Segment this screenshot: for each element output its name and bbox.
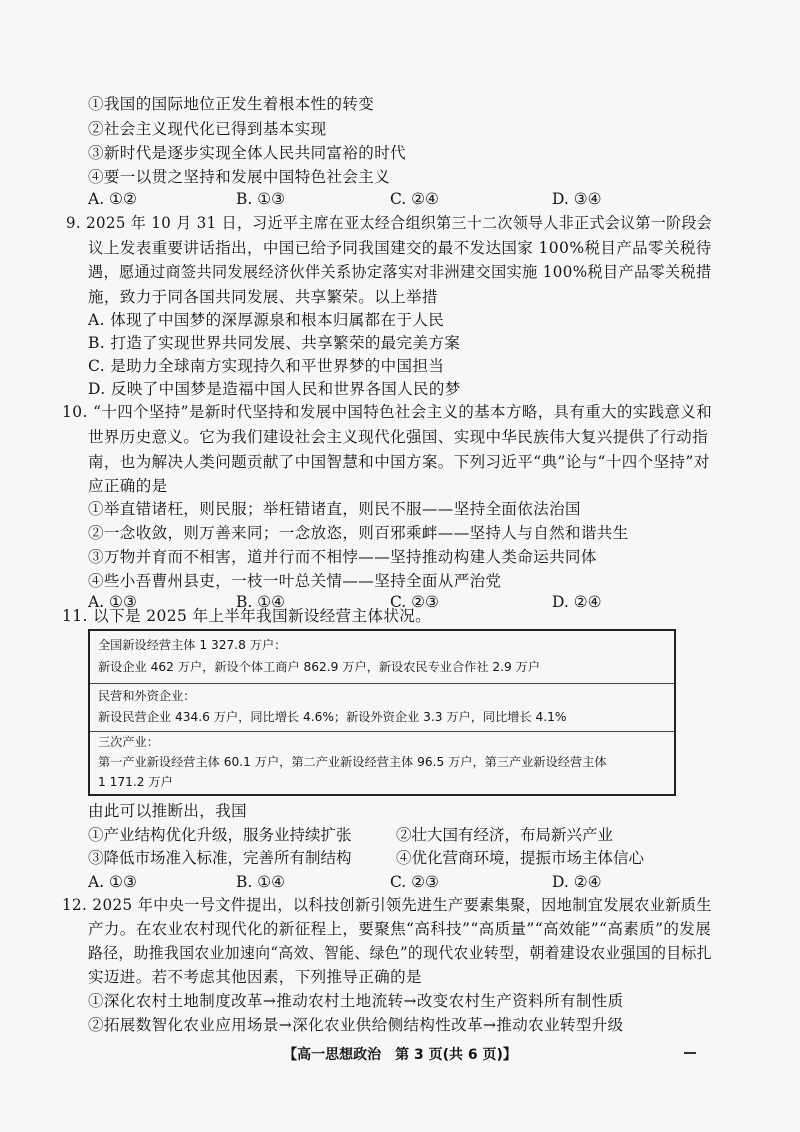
q10-item-2: ②一念收敛，则万善来同；一念放恣，则百邪乘衅——坚持人与自然和谐共生: [88, 524, 629, 542]
q12-stem-line: 路径，助推我国农业加速向“高效、智能、绿色”的现代农业转型，朝着建设农业强国的目标扎: [88, 944, 712, 962]
q8-item-4: ④要一以贯之坚持和发展中国特色社会主义: [88, 168, 391, 186]
table-detail: 新设企业 462 万户，新设个体工商户 862.9 万户，新设农民专业合作社 2.9 万户: [98, 660, 541, 674]
table-heading: 民营和外资企业：: [98, 689, 196, 703]
q10-item-1: ①举直错诸枉，则民服；举枉错诸直，则民不服——坚持全面依法治国: [88, 500, 581, 518]
q8-option-a: A. ①②: [88, 190, 137, 208]
q9-stem-line: 9. 2025 年 10 月 31 日，习近平主席在亚太经合组织第三十二次领导人非正式会议第一阶段会: [66, 214, 713, 232]
table-heading: 全国新设经营主体 1 327.8 万户：: [98, 638, 287, 652]
q11-item-4: ④优化营商环境，提振市场主体信心: [396, 849, 645, 867]
q9-stem-line: 遇，愿通过商签共同发展经济伙伴关系协定落实对非洲建交国实施 100%税目产品零关税措: [88, 263, 712, 281]
q10-option-d: D. ②④: [552, 593, 602, 611]
q10-option-a: A. ①③: [88, 593, 137, 611]
q12-stem-line: 产力。在农业农村现代化的新征程上，要聚焦“高科技”“高质量”“高效能”“高素质”的发展: [88, 920, 712, 938]
q10-item-3: ③万物并育而不相害，道并行而不相悖——坚持推动构建人类命运共同体: [88, 548, 597, 566]
table-section-total: [90, 631, 674, 684]
table-heading: 三次产业：: [98, 735, 159, 749]
q11-option-b: B. ①④: [236, 873, 286, 891]
q12-item-2: ②拓展数智化农业应用场景→深化农业供给侧结构性改革→推动农业转型升级: [88, 1016, 624, 1034]
q11-data-table: [88, 629, 676, 796]
q8-item-1: ①我国的国际地位正发生着根本性的转变: [88, 95, 375, 113]
q9-option-c: C. 是助力全球南方实现持久和平世界梦的中国担当: [88, 357, 445, 375]
q9-stem-line: 议上发表重要讲话指出，中国已给予同我国建交的最不发达国家 100%税目产品零关税待: [88, 239, 712, 257]
page-footer: 【高一思想政治 第 3 页(共 6 页)】: [283, 1047, 517, 1063]
q9-option-d: D. 反映了中国梦是造福中国人民和世界各国人民的梦: [88, 380, 461, 398]
q9-stem-line: 施，致力于同各国共同发展、共享繁荣。以上举措: [88, 288, 438, 306]
q8-option-b: B. ①③: [236, 190, 286, 208]
q10-stem-line: 世界历史意义。它为我们建设社会主义现代化强国、实现中华民族伟大复兴提供了行动指: [88, 428, 709, 446]
q11-item-1: ①产业结构优化升级，服务业持续扩张: [88, 826, 352, 844]
q11-stem-after: 由此可以推断出，我国: [88, 802, 248, 820]
q10-stem-line: 应正确的是: [88, 477, 168, 495]
table-detail: 新设民营企业 434.6 万户，同比增长 4.6%；新设外资企业 3.3 万户，同比增长 4.1%: [98, 710, 567, 724]
q12-stem-line: 实迈进。若不考虑其他因素，下列推导正确的是: [88, 968, 422, 986]
q11-option-d: D. ②④: [552, 873, 602, 891]
q10-option-c: C. ②③: [390, 593, 439, 611]
table-detail: 1 171.2 万户: [98, 775, 173, 789]
q11-stem: 11. 以下是 2025 年上半年我国新设经营主体状况。: [62, 607, 432, 625]
q10-item-4: ④些小吾曹州县吏，一枝一叶总关情——坚持全面从严治党: [88, 572, 502, 590]
q9-option-a: A. 体现了中国梦的深厚源泉和根本归属都在于人民: [88, 311, 445, 329]
q11-item-2: ②壮大国有经济，布局新兴产业: [396, 826, 614, 844]
q11-option-a: A. ①③: [88, 873, 137, 891]
q8-option-c: C. ②④: [390, 190, 439, 208]
q11-option-c: C. ②③: [390, 873, 439, 891]
q9-option-b: B. 打造了实现世界共同发展、共享繁荣的最完美方案: [88, 334, 461, 352]
q12-item-1: ①深化农村土地制度改革→推动农村土地流转→改变农村生产资料所有制性质: [88, 992, 624, 1010]
margin-dash: [684, 1052, 696, 1054]
table-detail: 第一产业新设经营主体 60.1 万户，第二产业新设经营主体 96.5 万户，第三产业新设经营主体: [98, 755, 607, 769]
q8-option-d: D. ③④: [552, 190, 602, 208]
q12-stem-line: 12. 2025 年中央一号文件提出，以科技创新引领先进生产要素集聚，因地制宜发展农业新质生: [62, 896, 712, 914]
q10-stem-line: 南，也为解决人类问题贡献了中国智慧和中国方案。下列习近平“典”论与“十四个坚持”对: [88, 453, 710, 471]
q10-option-b: B. ①④: [236, 593, 286, 611]
q11-item-3: ③降低市场准入标准，完善所有制结构: [88, 849, 352, 867]
q8-item-3: ③新时代是逐步实现全体人民共同富裕的时代: [88, 144, 407, 162]
q10-stem-line: 10. “十四个坚持”是新时代坚持和发展中国特色社会主义的基本方略，具有重大的实践意义和: [62, 403, 713, 421]
table-section-industries: [90, 732, 674, 794]
q8-item-2: ②社会主义现代化已得到基本实现: [88, 120, 327, 138]
table-section-private-foreign: [90, 684, 674, 732]
